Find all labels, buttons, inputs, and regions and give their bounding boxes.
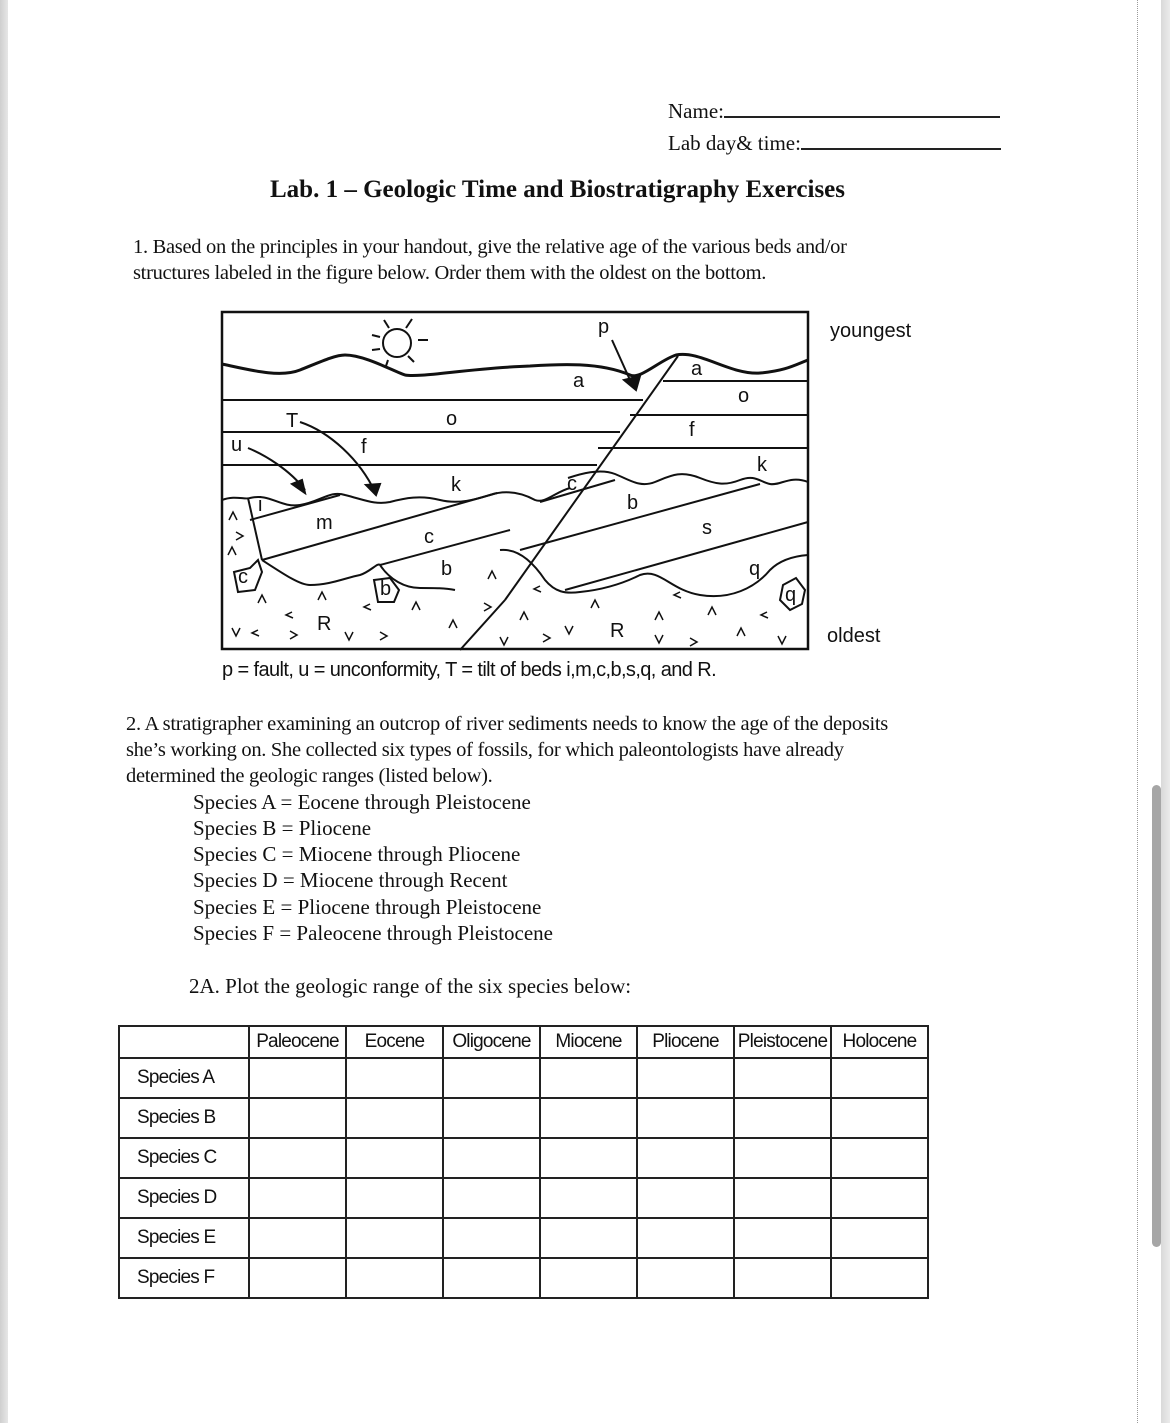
range-cell[interactable]	[831, 1258, 928, 1298]
species-range-item: Species C = Miocene through Pliocene	[193, 842, 521, 866]
range-cell[interactable]	[346, 1178, 443, 1218]
range-cell[interactable]	[734, 1258, 831, 1298]
table-row	[119, 1138, 928, 1178]
column-header-pliocene: Pliocene	[637, 1026, 734, 1058]
range-cell[interactable]	[249, 1098, 346, 1138]
land-surface	[222, 354, 808, 375]
label-k-right: k	[757, 454, 767, 476]
instruction-2a: 2A. Plot the geologic range of the six species below:	[189, 974, 632, 998]
page-title: Lab. 1 – Geologic Time and Biostratigraphy Exercises	[270, 176, 846, 203]
row-label-species: Species E	[119, 1218, 249, 1258]
range-cell[interactable]	[346, 1098, 443, 1138]
label-o-left: o	[446, 408, 458, 430]
label-c-left: c	[424, 526, 434, 548]
row-label-species: Species D	[119, 1178, 249, 1218]
range-cell[interactable]	[443, 1058, 540, 1098]
label-s: s	[702, 517, 712, 539]
range-cell[interactable]	[831, 1058, 928, 1098]
range-cell[interactable]	[734, 1178, 831, 1218]
table-row	[119, 1098, 928, 1138]
T-arrowhead	[366, 484, 380, 495]
range-cell[interactable]	[540, 1258, 637, 1298]
label-b-inclusion: b	[380, 578, 392, 600]
range-cell[interactable]	[540, 1138, 637, 1178]
label-b-right: b	[627, 492, 639, 514]
label-p-fault: p	[598, 316, 610, 338]
figure-frame	[222, 312, 808, 649]
column-header-eocene: Eocene	[346, 1026, 443, 1058]
oldest-label: oldest	[827, 625, 881, 647]
species-range-item: Species E = Pliocene through Pleistocene	[193, 895, 542, 919]
label-a-right: a	[691, 358, 703, 380]
range-cell[interactable]	[831, 1098, 928, 1138]
range-cell[interactable]	[540, 1098, 637, 1138]
table-row	[119, 1178, 928, 1218]
range-cell[interactable]	[734, 1098, 831, 1138]
label-i: i	[258, 494, 263, 516]
row-label-species: Species B	[119, 1098, 249, 1138]
label-b-left: b	[441, 558, 453, 580]
table-row	[119, 1218, 928, 1258]
sun-icon	[383, 329, 411, 357]
row-label-species: Species C	[119, 1138, 249, 1178]
range-cell[interactable]	[249, 1218, 346, 1258]
column-header-blank	[119, 1026, 249, 1058]
range-cell[interactable]	[346, 1258, 443, 1298]
label-o-right: o	[738, 385, 750, 407]
range-cell[interactable]	[831, 1178, 928, 1218]
table-row	[119, 1258, 928, 1298]
row-label-species: Species A	[119, 1058, 249, 1098]
label-c-inclusion: c	[238, 566, 248, 588]
range-cell[interactable]	[637, 1178, 734, 1218]
figure-caption: p = fault, u = unconformity, T = tilt of beds i,m,c,b,s,q, and R.	[222, 659, 717, 681]
column-header-holocene: Holocene	[831, 1026, 928, 1058]
label-f-right: f	[689, 419, 695, 441]
question-2-line-3: determined the geologic ranges (listed below).	[126, 765, 493, 787]
range-cell[interactable]	[540, 1058, 637, 1098]
question-2-line-1: 2. A stratigrapher examining an outcrop of river sediments needs to know the age of the deposits	[126, 713, 888, 735]
name-label: Name:	[668, 99, 724, 123]
bed-s-q	[565, 522, 808, 590]
range-cell[interactable]	[443, 1258, 540, 1298]
species-range-item: Species B = Pliocene	[193, 816, 372, 840]
label-q: q	[749, 558, 761, 580]
range-cell[interactable]	[346, 1138, 443, 1178]
question-1-line-1: 1. Based on the principles in your handout, give the relative age of the various beds and/or	[133, 236, 847, 258]
range-cell[interactable]	[637, 1258, 734, 1298]
range-cell[interactable]	[637, 1138, 734, 1178]
label-c-mid: c	[567, 473, 577, 495]
label-m: m	[316, 512, 333, 534]
species-range-item: Species F = Paleocene through Pleistocene	[193, 921, 554, 945]
range-cell[interactable]	[249, 1138, 346, 1178]
species-range-item: Species D = Miocene through Recent	[193, 868, 508, 892]
label-k-left: k	[451, 474, 461, 496]
basement-contact-right	[500, 550, 808, 596]
question-1-line-2: structures labeled in the figure below. Order them with the oldest on the bottom.	[133, 262, 767, 284]
table-header-row	[119, 1026, 928, 1058]
column-header-pleistocene: Pleistocene	[734, 1026, 831, 1058]
range-cell[interactable]	[249, 1258, 346, 1298]
column-header-paleocene: Paleocene	[249, 1026, 346, 1058]
p-arrow	[612, 340, 630, 380]
label-T-tilt: T	[286, 410, 299, 432]
fault-line-lower	[460, 600, 505, 650]
unconformity-left	[222, 488, 570, 505]
label-q-inclusion: q	[785, 584, 797, 606]
label-f-left: f	[361, 436, 367, 458]
species-range-item: Species A = Eocene through Pleistocene	[193, 790, 531, 814]
range-cell[interactable]	[443, 1138, 540, 1178]
question-2-line-2: she’s working on. She collected six types of fossils, for which paleontologists have already	[126, 739, 844, 761]
range-cell[interactable]	[443, 1218, 540, 1258]
range-cell[interactable]	[443, 1178, 540, 1218]
cross-section-figure	[0, 0, 1170, 700]
column-header-miocene: Miocene	[540, 1026, 637, 1058]
label-u-unconformity: u	[231, 434, 243, 456]
range-cell[interactable]	[346, 1218, 443, 1258]
label-R-left: R	[317, 613, 332, 635]
range-cell[interactable]	[734, 1138, 831, 1178]
u-arrowhead	[292, 480, 305, 493]
range-cell[interactable]	[831, 1138, 928, 1178]
geologic-range-table	[118, 1025, 929, 1299]
p-arrowhead	[624, 376, 640, 390]
range-cell[interactable]	[346, 1058, 443, 1098]
lab-time-label: Lab day& time:	[668, 131, 801, 155]
range-cell[interactable]	[443, 1098, 540, 1138]
range-cell[interactable]	[831, 1218, 928, 1258]
label-a-left: a	[573, 370, 585, 392]
range-cell[interactable]	[540, 1178, 637, 1218]
range-cell[interactable]	[540, 1218, 637, 1258]
scrollbar-thumb[interactable]	[1152, 785, 1161, 1247]
youngest-label: youngest	[830, 320, 912, 342]
range-cell[interactable]	[249, 1178, 346, 1218]
table-row	[119, 1058, 928, 1098]
range-cell[interactable]	[637, 1218, 734, 1258]
range-cell[interactable]	[637, 1098, 734, 1138]
range-cell[interactable]	[249, 1058, 346, 1098]
label-R-right: R	[610, 620, 625, 642]
range-cell[interactable]	[637, 1058, 734, 1098]
range-cell[interactable]	[734, 1058, 831, 1098]
column-header-oligocene: Oligocene	[443, 1026, 540, 1058]
range-cell[interactable]	[734, 1218, 831, 1258]
basement-contact-left	[262, 560, 455, 590]
row-label-species: Species F	[119, 1258, 249, 1298]
